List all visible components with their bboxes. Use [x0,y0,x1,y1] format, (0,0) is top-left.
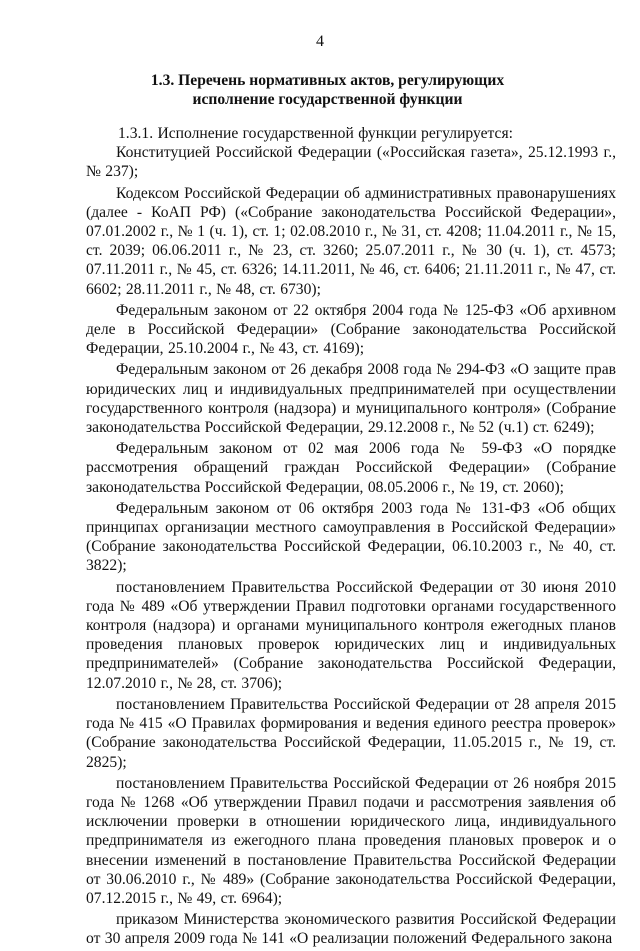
page-number: 4 [316,33,324,50]
paragraph-law-125: Федеральным законом от 22 октября 2004 года № 125-ФЗ «Об архивном деле в Российской Федерации» (Собрание законодательства Российской Федерации, 25.10.2004 г., № 43, ст. 4169); [86,301,616,358]
paragraph-law-59: Федеральным законом от 02 мая 2006 года № 59-ФЗ «О порядке рассмотрения обращений граждан Российской Федерации» (Собрание законодательства Российской Федерации, 08.05.2006 г., № 19, ст. 2060); [86,440,616,496]
section-heading: 1.3. Перечень нормативных актов, регулирующих исполнение государственной функции [150,72,505,108]
paragraph-constitution: Конституцией Российской Федерации («Российская газета», 25.12.1993 г., № 237); [86,144,616,181]
paragraph-law-131: Федеральным законом от 06 октября 2003 года № 131-ФЗ «Об общих принципах организации местного самоуправления в Российской Федерации» (Собрание законодательства Российской Федерации, 06.10.2003 г., № 40, ст. 3822); [86,499,616,575]
paragraph-law-294: Федеральным законом от 26 декабря 2008 года № 294-ФЗ «О защите прав юридических лиц и индивидуальных предпринимателей при осуществлении государственного контроля (надзора) и муниципального контроля» (Собрание законодательства Российской Федерации, 29.12.2008 г., № 52 (ч.1) ст. 6249); [86,361,616,437]
paragraph-decree-489: постановлением Правительства Российской Федерации от 30 июня 2010 года № 489 «Об утверждении Правил подготовки органами государственного контроля (надзора) и органами муниципального контроля ежегодных планов проведения плановых проверок юридических лиц и индивидуальных предпринимателей» (Собрание законодательства Российской Федерации, 12.07.2010 г., № 28, ст. 3706); [86,578,616,692]
paragraph-intro: 1.3.1. Исполнение государственной функции регулируется: [118,125,513,142]
paragraph-koap: Кодексом Российской Федерации об административных правонарушениях (далее - КоАП РФ) («Собрание законодательства Российской Федерации», 07.01.2002 г., № 1 (ч. 1), ст. 1; 02.08.2010 г., № 31, ст. 4208; 11.04.2011 г., № 15, ст. 2039; 06.06.2011 г., № 23, ст. 3260; 25.07.2011 г., № 30 (ч. 1), ст. 4573; 07.11.2011 г., № 45, ст. 6326; 14.11.2011, № 46, ст. 6406; 21.11.2011 г., № 47, ст. 6602; 28.11.2011 г., № 48, ст. 6730); [86,184,616,298]
paragraph-decree-1268: постановлением Правительства Российской Федерации от 26 ноября 2015 года № 1268 «Об утверждении Правил подачи и рассмотрения заявления об исключении проверки в отношении юридического лица, индивидуального предпринимателя из ежегодного плана проведения плановых проверок и о внесении изменений в постановление Правительства Российской Федерации от 30.06.2010 г., № 489» (Собрание законодательства Российской Федерации, 07.12.2015 г., № 49, ст. 6964); [86,774,616,907]
paragraph-order-141: приказом Министерства экономического развития Российской Федерации от 30 апреля 2009 года № 141 «О реализации положений Федерального закона [86,911,616,948]
document-body [86,124,616,951]
paragraph-decree-415: постановлением Правительства Российской Федерации от 28 апреля 2015 года № 415 «О Правилах формирования и ведения единого реестра проверок» (Собрание законодательства Российской Федерации, 11.05.2015 г., № 19, ст. 2825); [86,695,616,771]
